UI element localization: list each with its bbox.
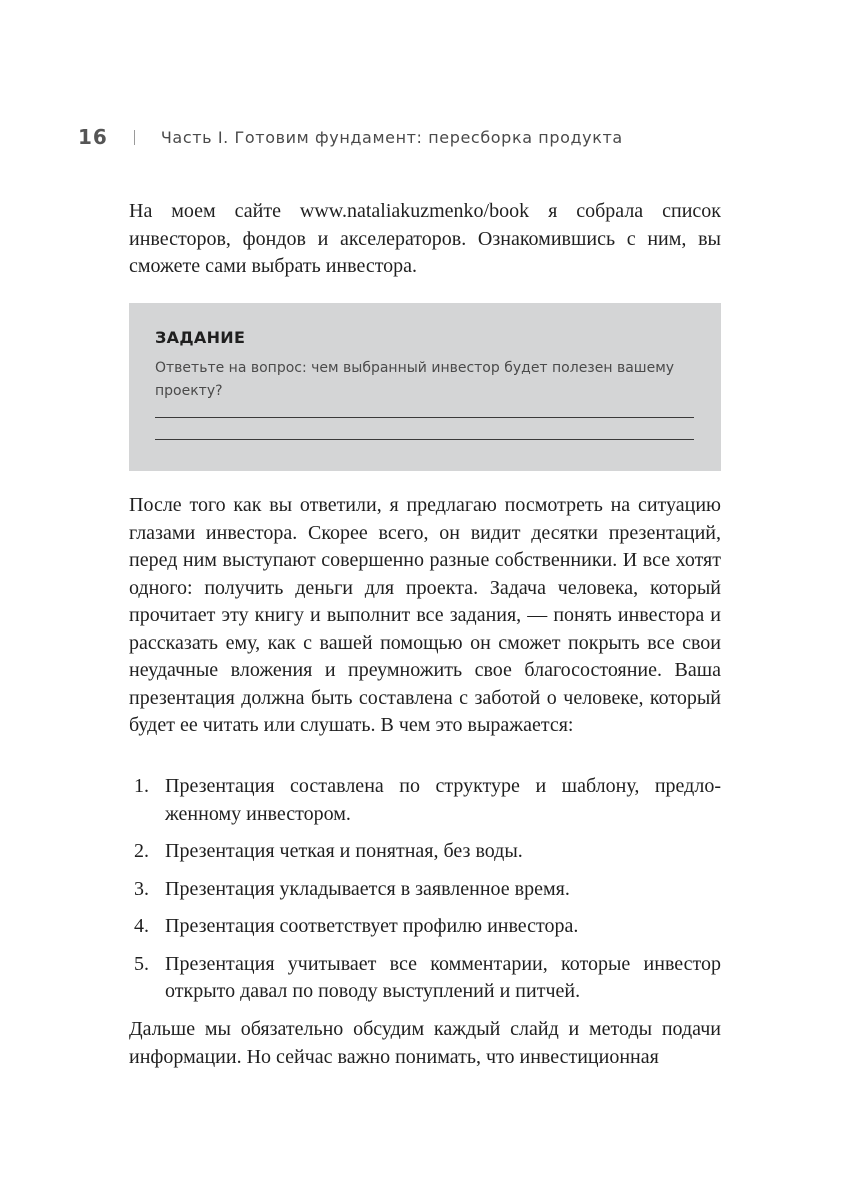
list-item: [129, 838, 721, 866]
list-item-text: Презентация соответствует профилю инвестора.: [165, 915, 579, 937]
list-item-text: Презентация четкая и понятная, без воды.: [165, 840, 523, 862]
list-item-text: Презентация укладывается в заявленное время.: [165, 877, 570, 900]
list-item-number: 5.: [134, 952, 149, 975]
answer-line: [155, 417, 694, 418]
list-item-number: 1.: [134, 775, 149, 797]
list-item-number: 4.: [134, 915, 149, 937]
task-question: Ответьте на вопрос: чем выбранный инвестор будет полезен вашему проекту?: [155, 360, 675, 399]
list-item: [129, 913, 721, 941]
paragraph-investor-view: После того как вы ответили, я предлагаю посмотреть на ситуацию глазами инвестора. Скорее всего, он видит десятки презентаций, перед ним выступают совершенно разные собственники. И все хотят одного: получить деньги для проекта. Задача человека, который прочитает эту книгу и выполнит все задания, — понять инвестора и рассказать ему, как с вашей помощью он сможет покрыть все свои неудачные вложения и преумножить свое благосостояние. Ваша презентация должна быть составлена с заботой о человеке, который будет ее читать или слушать. В чем это выражается:: [129, 494, 721, 736]
paragraph-closing: Дальше мы обязательно обсудим каждый слайд и методы подачи информации. Но сейчас важно понимать, что инвестиционная: [129, 1018, 721, 1068]
criteria-list: [129, 773, 721, 1016]
list-item: [129, 951, 721, 1006]
paragraph-intro: На моем сайте www.nataliakuzmenko/book я собрала список инвесторов, фондов и акселераторов. Ознакомившись с ним, вы сможете сами выбрать инвестора.: [129, 200, 721, 277]
answer-line: [155, 439, 694, 440]
header-divider: [134, 130, 135, 145]
page-number: 16: [78, 125, 108, 149]
list-item: [129, 876, 721, 904]
list-item: [129, 773, 721, 828]
task-box: [129, 303, 721, 471]
page-header: [78, 124, 623, 150]
running-title: Часть I. Готовим фундамент: пересборка продукта: [160, 127, 623, 147]
list-item-text: Презентация учитывает все комментарии, которые инвестор открыто давал по поводу выступлений и питчей.: [165, 952, 721, 1002]
list-item-text: Презентация составлена по структуре и шаблону, предложенному инвестором.: [165, 775, 721, 825]
list-item-number: 3.: [134, 877, 149, 900]
list-item-number: 2.: [134, 840, 149, 862]
task-title: ЗАДАНИЕ: [155, 328, 246, 347]
